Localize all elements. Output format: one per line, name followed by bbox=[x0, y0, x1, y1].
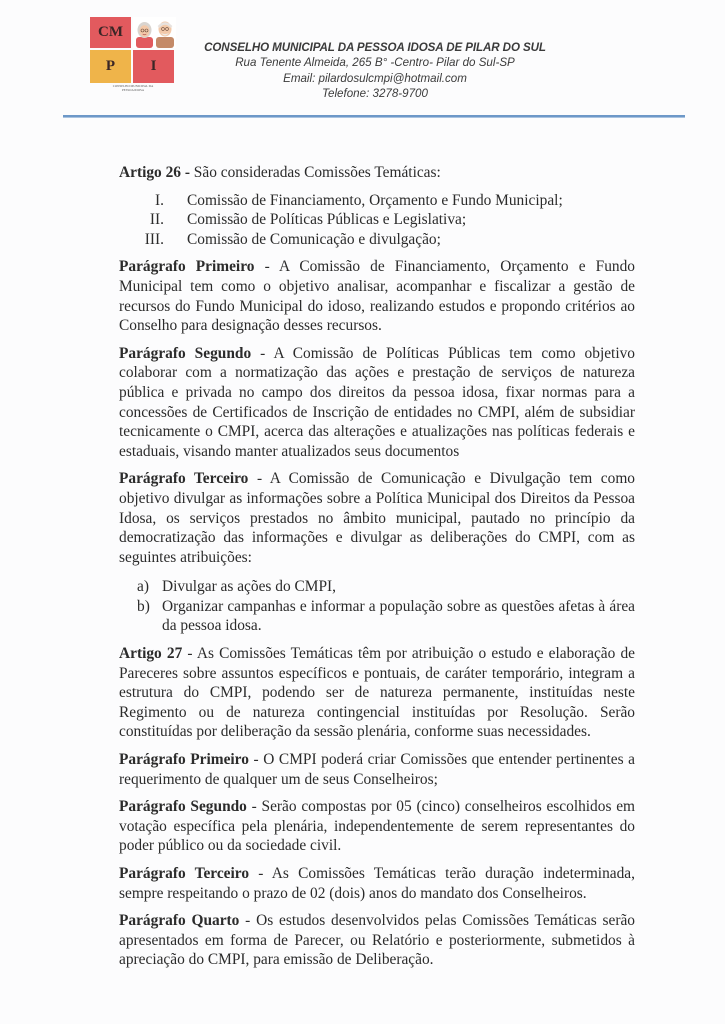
list-item-text: Comissão de Políticas Públicas e Legislativa; bbox=[187, 211, 467, 229]
paragraph-label: Parágrafo Primeiro bbox=[119, 751, 249, 769]
paragraph-text: - A Comissão de Políticas Públicas tem como objetivo colaborar com a normatização das ações e prestação de serviços de natureza pública e privada no campo dos direitos da pessoa idosa, fixar normas para a concessões de Certificados de Inscrição de entidades no CMPI, além de subsidiar tecnicamente o CMPI, acerca das alterações e atualizações nas políticas federais e estaduais, visando manter atualizados seus documentos bbox=[119, 344, 635, 460]
list-item-text: Comissão de Financiamento, Orçamento e Fundo Municipal; bbox=[187, 191, 563, 209]
paragraph-label: Parágrafo Terceiro bbox=[119, 865, 250, 882]
attributions-list bbox=[119, 577, 635, 636]
list-item-text: Comissão de Comunicação e divulgação; bbox=[187, 230, 441, 248]
logo-cell-cm: CM bbox=[90, 17, 131, 48]
paragraph-text: - As Comissões Temáticas terão duração indeterminada, sempre respeitando o prazo de 02 (dois) anos do mandato dos Conselheiros. bbox=[119, 865, 635, 902]
header-divider bbox=[63, 115, 685, 118]
organization-title: CONSELHO MUNICIPAL DA PESSOA IDOSA DE PILAR DO SUL bbox=[204, 41, 546, 54]
paragraph-label: Parágrafo Terceiro bbox=[119, 470, 249, 488]
organization-phone: Telefone: 3278-9700 bbox=[322, 87, 428, 100]
logo-cell-p: P bbox=[90, 50, 131, 83]
paragraph-text: - A Comissão de Financiamento, Orçamento e Fundo Municipal tem como o objetivo analisar, acompanhar e fiscalizar a gestão de recursos do Fundo Municipal do idoso, realizando estudos e propondo critérios ao Conselho para designação desses recursos. bbox=[119, 258, 635, 335]
commissions-list bbox=[119, 191, 635, 250]
art26-paragraph-terceiro bbox=[119, 469, 635, 567]
art26-paragraph-segundo bbox=[119, 344, 635, 462]
article-27-text: - As Comissões Temáticas têm por atribuição o estudo e elaboração de Pareceres sobre assuntos específicos e pontuais, de caráter temporário, integram a estrutura do CMPI, podendo ser de natureza permanente, instituídas neste Regimento ou de natureza contingencial instituídas por Resolução. Serão constituídas por deliberação da sessão plenária, conforme suas necessidades. bbox=[119, 645, 635, 741]
letterhead bbox=[200, 40, 550, 102]
paragraph-text: - A Comissão de Comunicação e Divulgação tem como objetivo divulgar as informações sobre a Política Municipal dos Direitos da Pessoa Idosa, os serviços prestados no âmbito municipal, pautado no princípio da democratização das informações e divulgar as deliberações do CMPI, com as seguintes atribuições: bbox=[119, 470, 635, 566]
article-26-heading bbox=[119, 163, 635, 183]
list-item-number: I. bbox=[155, 191, 164, 209]
art27-paragraph-quarto bbox=[119, 911, 635, 970]
article-26-text: São consideradas Comissões Temáticas: bbox=[189, 164, 441, 181]
list-item-number: II. bbox=[149, 211, 164, 229]
paragraph-label: Parágrafo Primeiro bbox=[119, 258, 255, 276]
paragraph-text: - Serão compostas por 05 (cinco) conselheiros escolhidos em votação específica pela plenária, independentemente de serem representantes do poder público ou da sociedade civil. bbox=[119, 798, 635, 855]
organization-address: Rua Tenente Almeida, 265 B° -Centro- Pilar do Sul-SP bbox=[235, 56, 515, 69]
paragraph-text: - O CMPI poderá criar Comissões que entender pertinentes a requerimento de qualquer um de seus Conselheiros; bbox=[119, 751, 635, 788]
list-item bbox=[119, 210, 635, 230]
logo-caption-line-1: CONSELHO MUNICIPAL DA bbox=[112, 84, 154, 88]
logo-grid bbox=[90, 17, 176, 83]
art27-paragraph-segundo bbox=[119, 797, 635, 856]
list-item bbox=[119, 577, 635, 597]
organization-email: Email: pilardosulcmpi@hotmail.com bbox=[283, 71, 467, 85]
list-item-letter: a) bbox=[137, 578, 149, 596]
logo-cell-i: I bbox=[133, 50, 174, 83]
logo-caption bbox=[90, 85, 176, 92]
list-item bbox=[119, 597, 635, 636]
paragraph-label: Parágrafo Segundo bbox=[119, 798, 247, 816]
list-item-number: III. bbox=[144, 230, 164, 248]
article-27-label: Artigo 27 bbox=[119, 645, 183, 663]
paragraph-text: - Os estudos desenvolvidos pelas Comissões Temáticas serão apresentados em forma de Parecer, ou Relatório e posteriormente, submetidos à apreciação do CMPI, para emissão de Deliberação. bbox=[119, 912, 635, 969]
art26-paragraph-primeiro bbox=[119, 257, 635, 335]
list-item bbox=[119, 230, 635, 250]
art27-paragraph-terceiro bbox=[119, 864, 635, 903]
art27-paragraph-primeiro bbox=[119, 750, 635, 789]
list-item bbox=[119, 191, 635, 211]
list-item-text: Organizar campanhas e informar a população sobre as questões afetas à área da pessoa idosa. bbox=[162, 597, 635, 635]
article-27 bbox=[119, 644, 635, 742]
cmpi-logo bbox=[90, 17, 176, 93]
paragraph-label: Parágrafo Segundo bbox=[119, 344, 252, 362]
list-item-letter: b) bbox=[137, 597, 150, 615]
elderly-couple-icon bbox=[133, 17, 176, 48]
list-item-text: Divulgar as ações do CMPI, bbox=[162, 578, 336, 596]
document-body bbox=[119, 163, 635, 978]
logo-caption-line-2: PESSOA IDOSA bbox=[121, 87, 145, 92]
paragraph-label: Parágrafo Quarto bbox=[119, 912, 240, 930]
article-26-label: Artigo 26 - bbox=[119, 164, 190, 181]
